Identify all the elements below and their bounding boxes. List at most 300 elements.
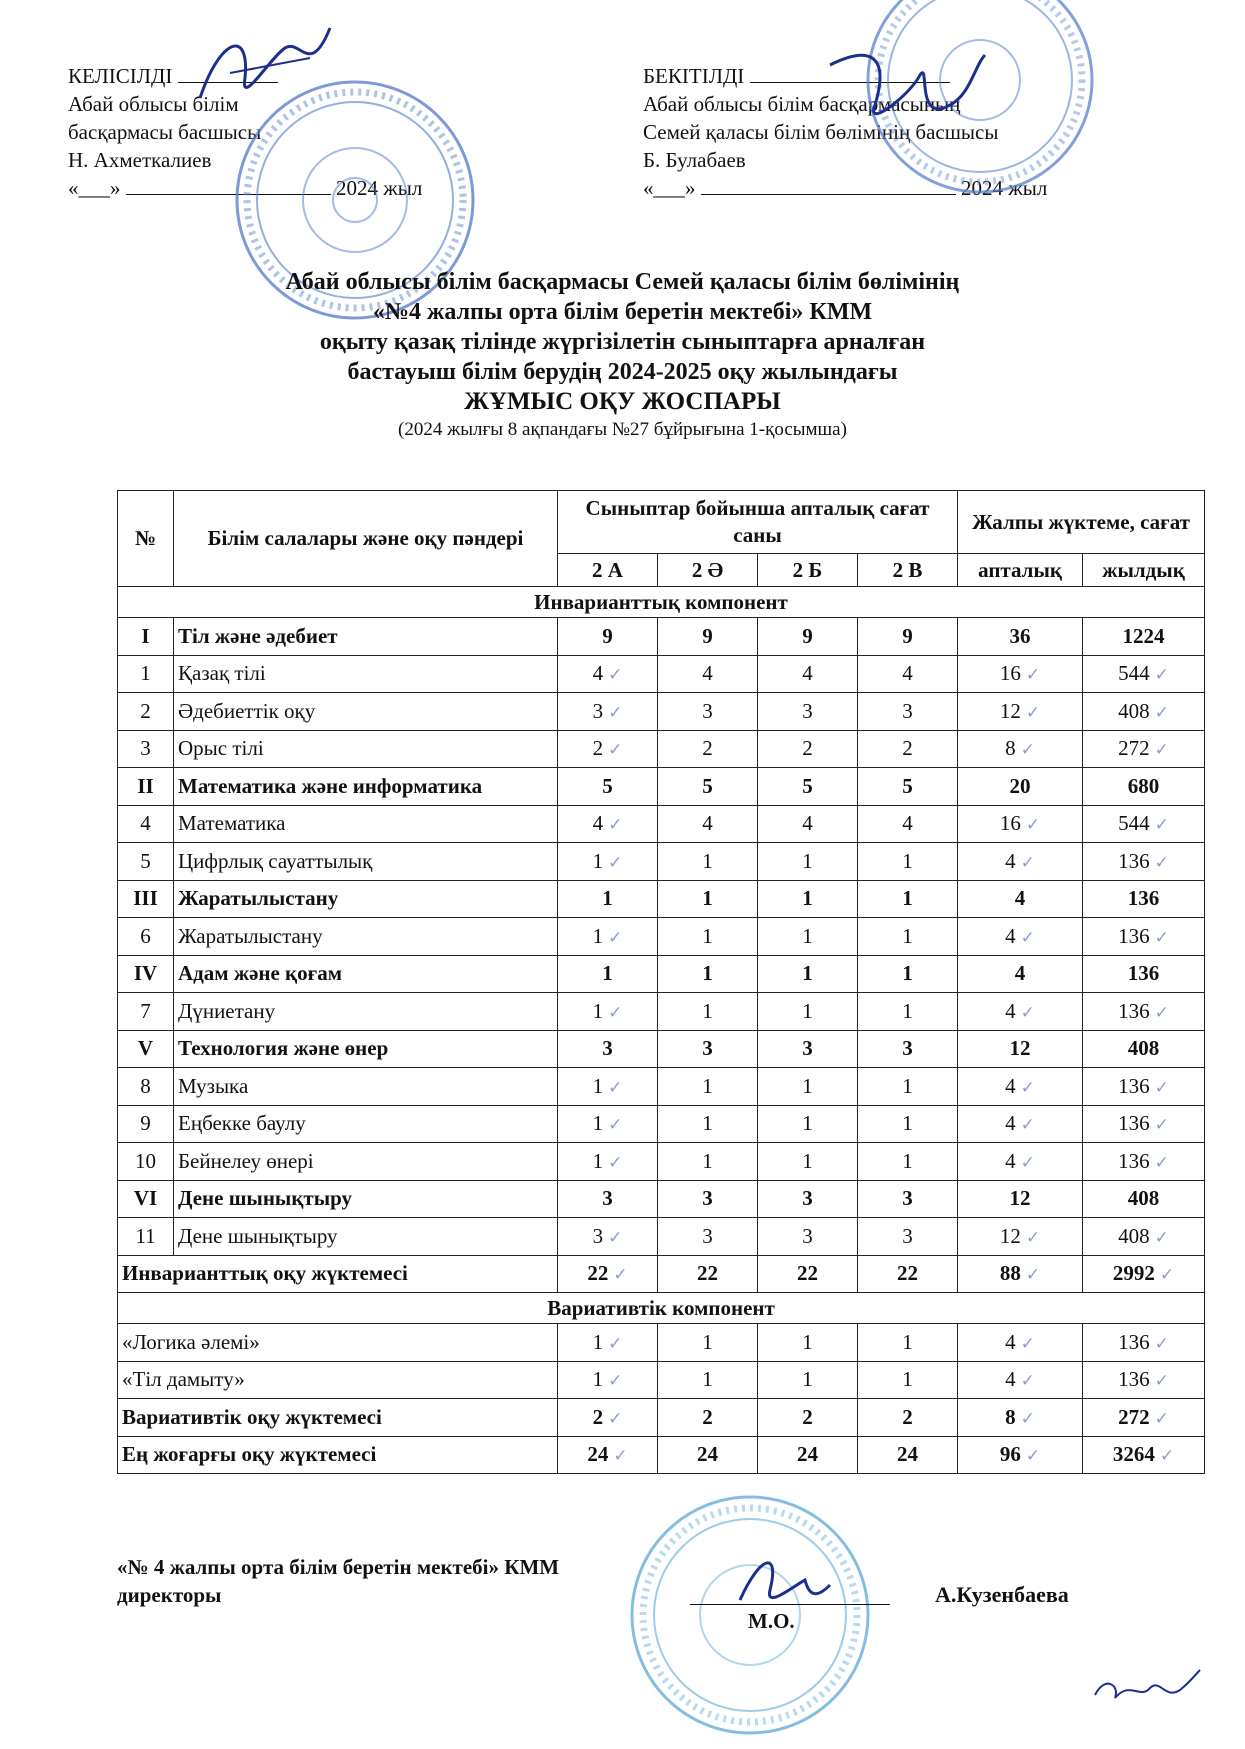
value-cell: [758, 1436, 858, 1474]
value-cell: [1083, 1324, 1205, 1362]
value-cell: [958, 1218, 1083, 1256]
total-row: [118, 1436, 1205, 1474]
value-cell: [858, 1324, 958, 1362]
value-text: 1: [802, 886, 813, 911]
value-text: 1: [902, 1367, 913, 1392]
value-cell: [558, 805, 658, 843]
row-subject: Жаратылыстану: [174, 880, 558, 918]
value-text: 1: [902, 1073, 913, 1098]
checkmark-icon: ✓: [1154, 1002, 1169, 1023]
title-subtitle: (2024 жылғы 8 ақпандағы №27 бұйрығына 1-қосымша): [398, 419, 847, 440]
approval-heading: КЕЛІСІЛДІ: [68, 64, 173, 88]
checkmark-icon: ✓: [1020, 927, 1035, 948]
checkmark-icon: ✓: [1025, 815, 1041, 836]
value-cell: [858, 768, 958, 806]
value-text: 3: [592, 1223, 604, 1248]
value-cell: [858, 1255, 958, 1293]
checkmark-icon: ✓: [608, 815, 623, 836]
approval-signer: Н. Ахметкалиев: [68, 148, 212, 172]
value-cell: [658, 693, 758, 731]
footer-role: директоры: [117, 1583, 222, 1607]
checkmark-icon: ✓: [1154, 665, 1169, 686]
total-label: Инварианттық оқу жүктемесі: [118, 1255, 558, 1293]
value-text: 136: [1118, 1111, 1150, 1136]
value-text: 3264: [1112, 1442, 1155, 1467]
value-text: 1: [802, 1148, 813, 1173]
value-cell: [758, 1218, 858, 1256]
value-text: 88: [999, 1261, 1021, 1286]
row-subject: Дүниетану: [174, 993, 558, 1031]
value-cell: [658, 1399, 758, 1437]
title-line: оқыту қазақ тілінде жүргізілетін сыныптарға арналған: [319, 329, 926, 355]
date-quote: «___»: [68, 176, 121, 200]
date-year: 2024 жыл: [961, 176, 1048, 200]
checkmark-icon: ✓: [1154, 1115, 1169, 1136]
value-text: 544: [1118, 661, 1150, 686]
value-cell: [658, 1324, 758, 1362]
row-subject: «Логика әлемі»: [118, 1324, 558, 1362]
table-row: [118, 1180, 1205, 1218]
value-text: 22: [897, 1261, 919, 1286]
value-cell: [558, 1324, 658, 1362]
value-cell: [558, 1143, 658, 1181]
row-number: II: [118, 768, 174, 806]
value-cell: [958, 1324, 1083, 1362]
value-text: 12: [999, 698, 1021, 723]
value-cell: [858, 843, 958, 881]
table-row: [118, 618, 1205, 656]
signature-right: [820, 35, 990, 135]
checkmark-icon: ✓: [1154, 1371, 1169, 1392]
value-cell: [658, 1143, 758, 1181]
table-row: [118, 730, 1205, 768]
value-text: 3: [902, 1186, 913, 1211]
value-cell: [758, 843, 858, 881]
checkmark-icon: ✓: [1154, 1227, 1169, 1248]
value-cell: [758, 955, 858, 993]
value-text: 3: [802, 1186, 813, 1211]
value-text: 4: [1005, 1367, 1016, 1392]
value-cell: [758, 880, 858, 918]
value-text: 3: [802, 1036, 813, 1061]
value-cell: [958, 1180, 1083, 1218]
table-row: [118, 1105, 1205, 1143]
value-text: 1: [802, 923, 813, 948]
header-weekly-by-class: Сыныптар бойынша апталық сағат саны: [558, 491, 958, 554]
value-text: 1: [592, 998, 604, 1023]
value-cell: [858, 1399, 958, 1437]
value-cell: [858, 918, 958, 956]
value-cell: [558, 1030, 658, 1068]
value-cell: [758, 1030, 858, 1068]
checkmark-icon: ✓: [608, 1227, 623, 1248]
checkmark-icon: ✓: [1154, 1077, 1169, 1098]
checkmark-icon: ✓: [1020, 1408, 1035, 1429]
value-cell: [858, 880, 958, 918]
value-text: 408: [1118, 1223, 1150, 1248]
table-row: [118, 693, 1205, 731]
value-text: 136: [1118, 1367, 1150, 1392]
table-row: [118, 843, 1205, 881]
table-row: [118, 918, 1205, 956]
row-subject: Қазақ тілі: [174, 655, 558, 693]
value-text: 136: [1118, 1148, 1150, 1173]
checkmark-icon: ✓: [1020, 740, 1035, 761]
value-cell: [958, 730, 1083, 768]
header-class: 2 Ә: [658, 554, 758, 587]
value-text: 1: [902, 886, 913, 911]
header-class: 2 В: [858, 554, 958, 587]
checkmark-icon: ✓: [608, 1077, 623, 1098]
signature-left: [190, 18, 340, 113]
value-text: 1: [702, 1329, 713, 1354]
row-subject: Тіл және әдебиет: [174, 618, 558, 656]
value-cell: [858, 730, 958, 768]
value-cell: [558, 880, 658, 918]
value-cell: [658, 955, 758, 993]
row-subject: Бейнелеу өнері: [174, 1143, 558, 1181]
approval-line: басқармасы басшысы: [68, 120, 262, 144]
value-text: 9: [702, 623, 713, 648]
value-text: 1: [702, 1367, 713, 1392]
value-text: 408: [1118, 698, 1150, 723]
checkmark-icon: ✓: [1025, 702, 1041, 723]
value-text: 5: [702, 773, 713, 798]
header-yearly: жылдық: [1083, 554, 1205, 587]
value-cell: [658, 1255, 758, 1293]
value-text: 22: [697, 1261, 718, 1286]
checkmark-icon: ✓: [1020, 852, 1035, 873]
row-subject: Математика және информатика: [174, 768, 558, 806]
value-text: 2: [702, 1404, 713, 1429]
approval-line: Абай облысы білім басқармасының: [643, 92, 961, 116]
value-text: 4: [902, 661, 913, 686]
table-row: [118, 1293, 1205, 1324]
value-cell: [658, 880, 758, 918]
value-text: 136: [1118, 1073, 1150, 1098]
table-row: [118, 1218, 1205, 1256]
value-cell: [658, 918, 758, 956]
row-subject: Еңбекке баулу: [174, 1105, 558, 1143]
value-cell: [658, 1068, 758, 1106]
row-number: 7: [118, 993, 174, 1031]
value-text: 3: [702, 1223, 713, 1248]
checkmark-icon: ✓: [608, 927, 623, 948]
value-cell: [758, 1180, 858, 1218]
value-text: 3: [902, 1223, 913, 1248]
value-cell: [858, 1030, 958, 1068]
value-cell: [958, 993, 1083, 1031]
value-text: 1: [902, 923, 913, 948]
value-text: 4: [1005, 923, 1016, 948]
value-text: 36: [1009, 623, 1031, 648]
value-cell: [1083, 1218, 1205, 1256]
value-text: 136: [1118, 848, 1150, 873]
value-text: 4: [1005, 998, 1016, 1023]
value-text: 3: [602, 1186, 613, 1211]
value-text: 408: [1127, 1186, 1160, 1211]
value-text: 3: [802, 1223, 813, 1248]
value-cell: [558, 993, 658, 1031]
value-cell: [858, 1218, 958, 1256]
table-row: [118, 993, 1205, 1031]
value-cell: [658, 993, 758, 1031]
value-cell: [658, 1218, 758, 1256]
value-text: 1: [592, 848, 604, 873]
value-text: 2: [702, 736, 713, 761]
value-text: 1224: [1122, 623, 1165, 648]
row-number: 11: [118, 1218, 174, 1256]
row-number: 1: [118, 655, 174, 693]
row-subject: Әдебиеттік оқу: [174, 693, 558, 731]
value-cell: [758, 993, 858, 1031]
value-text: 4: [802, 661, 813, 686]
value-text: 5: [602, 773, 613, 798]
value-text: 16: [999, 811, 1021, 836]
row-number: 2: [118, 693, 174, 731]
value-text: 4: [1005, 1073, 1016, 1098]
value-cell: [958, 655, 1083, 693]
value-text: 2: [802, 736, 813, 761]
row-subject: Дене шынықтыру: [174, 1218, 558, 1256]
row-number: 8: [118, 1068, 174, 1106]
value-text: 136: [1118, 923, 1150, 948]
value-cell: [1083, 1436, 1205, 1474]
value-text: 1: [702, 998, 713, 1023]
value-cell: [758, 1399, 858, 1437]
value-cell: [858, 1436, 958, 1474]
value-cell: [858, 618, 958, 656]
value-cell: [558, 1255, 658, 1293]
table-row: [118, 1068, 1205, 1106]
value-cell: [658, 1105, 758, 1143]
checkmark-icon: ✓: [1020, 1002, 1035, 1023]
table-row: [118, 1143, 1205, 1181]
value-cell: [1083, 730, 1205, 768]
value-text: 136: [1118, 998, 1150, 1023]
value-text: 24: [897, 1442, 919, 1467]
approval-heading: БЕКІТІЛДІ: [643, 64, 745, 88]
value-text: 24: [797, 1442, 818, 1467]
value-text: 1: [902, 1111, 913, 1136]
row-subject: Технология және өнер: [174, 1030, 558, 1068]
row-number: 10: [118, 1143, 174, 1181]
value-text: 5: [902, 773, 913, 798]
value-cell: [558, 1180, 658, 1218]
value-cell: [758, 1361, 858, 1399]
value-cell: [958, 843, 1083, 881]
table-row: [118, 655, 1205, 693]
value-cell: [858, 1143, 958, 1181]
value-text: 4: [1014, 886, 1026, 911]
value-cell: [858, 1105, 958, 1143]
value-cell: [958, 1068, 1083, 1106]
header-total-load: Жалпы жүктеме, сағат: [958, 491, 1205, 554]
initials-mark: [1085, 1660, 1205, 1710]
value-text: 1: [802, 848, 813, 873]
value-cell: [558, 1436, 658, 1474]
header-class: 2 А: [558, 554, 658, 587]
value-text: 1: [592, 1111, 604, 1136]
value-text: 4: [902, 811, 913, 836]
value-cell: [758, 1068, 858, 1106]
checkmark-icon: ✓: [1020, 1115, 1035, 1136]
value-cell: [658, 843, 758, 881]
value-text: 4: [592, 811, 604, 836]
value-cell: [558, 693, 658, 731]
value-text: 2: [592, 736, 604, 761]
value-text: 1: [592, 1073, 604, 1098]
value-text: 1: [592, 1367, 604, 1392]
value-text: 3: [702, 1036, 713, 1061]
table-row: [118, 805, 1205, 843]
seal-place-label: М.О.: [748, 1609, 795, 1633]
date-quote: «___»: [643, 176, 696, 200]
value-cell: [1083, 1030, 1205, 1068]
value-cell: [1083, 1180, 1205, 1218]
table-row: [118, 768, 1205, 806]
value-text: 12: [1009, 1036, 1031, 1061]
value-cell: [758, 655, 858, 693]
curriculum-table: [117, 490, 1205, 1474]
checkmark-icon: ✓: [1154, 1152, 1169, 1173]
value-cell: [858, 805, 958, 843]
checkmark-icon: ✓: [1154, 815, 1169, 836]
value-cell: [758, 768, 858, 806]
value-text: 544: [1118, 811, 1150, 836]
value-text: 2: [902, 1404, 913, 1429]
value-text: 1: [702, 961, 713, 986]
value-text: 9: [802, 623, 813, 648]
row-number: III: [118, 880, 174, 918]
table-row: [118, 1030, 1205, 1068]
value-cell: [958, 768, 1083, 806]
value-cell: [958, 1255, 1083, 1293]
value-cell: [558, 730, 658, 768]
value-text: 408: [1127, 1036, 1160, 1061]
value-text: 1: [592, 1329, 604, 1354]
row-number: IV: [118, 955, 174, 993]
checkmark-icon: ✓: [608, 1152, 623, 1173]
value-text: 1: [702, 1111, 713, 1136]
value-text: 1: [702, 848, 713, 873]
value-cell: [758, 1143, 858, 1181]
value-cell: [1083, 955, 1205, 993]
value-text: 136: [1127, 961, 1160, 986]
value-cell: [958, 918, 1083, 956]
row-number: 3: [118, 730, 174, 768]
value-cell: [958, 1399, 1083, 1437]
value-text: 1: [902, 1329, 913, 1354]
row-subject: Музыка: [174, 1068, 558, 1106]
value-text: 1: [592, 1148, 604, 1173]
value-text: 20: [1009, 773, 1031, 798]
section-invariant: Инварианттық компонент: [118, 587, 1205, 618]
value-cell: [558, 1361, 658, 1399]
value-text: 2: [902, 736, 913, 761]
value-cell: [958, 1030, 1083, 1068]
value-text: 1: [802, 998, 813, 1023]
title-line: «№4 жалпы орта білім беретін мектебі» КММ: [372, 299, 873, 325]
value-cell: [558, 1218, 658, 1256]
checkmark-icon: ✓: [608, 702, 623, 723]
value-text: 136: [1118, 1329, 1150, 1354]
value-cell: [758, 805, 858, 843]
value-cell: [858, 655, 958, 693]
table-row: [118, 1324, 1205, 1362]
value-cell: [958, 618, 1083, 656]
row-number: 6: [118, 918, 174, 956]
value-text: 1: [602, 961, 613, 986]
checkmark-icon: ✓: [1154, 1408, 1169, 1429]
value-cell: [658, 768, 758, 806]
value-text: 4: [802, 811, 813, 836]
checkmark-icon: ✓: [608, 1115, 623, 1136]
checkmark-icon: ✓: [608, 740, 623, 761]
document-title: [0, 267, 1245, 443]
row-number: VI: [118, 1180, 174, 1218]
value-cell: [658, 618, 758, 656]
value-text: 680: [1127, 773, 1160, 798]
row-subject: Орыс тілі: [174, 730, 558, 768]
value-text: 1: [702, 1073, 713, 1098]
checkmark-icon: ✓: [608, 1371, 623, 1392]
value-text: 8: [1005, 736, 1016, 761]
value-text: 2: [802, 1404, 813, 1429]
checkmark-icon: ✓: [1020, 1371, 1035, 1392]
title-line: Абай облысы білім басқармасы Семей қаласы білім бөлімінің: [285, 269, 960, 295]
value-text: 4: [702, 661, 713, 686]
value-cell: [1083, 693, 1205, 731]
checkmark-icon: ✓: [1154, 852, 1169, 873]
value-text: 4: [1005, 1148, 1016, 1173]
approval-line: Семей қаласы білім бөлімінің басшысы: [643, 120, 999, 144]
value-cell: [958, 805, 1083, 843]
value-text: 3: [702, 1186, 713, 1211]
row-number: 5: [118, 843, 174, 881]
value-cell: [958, 1105, 1083, 1143]
checkmark-icon: ✓: [1025, 1227, 1041, 1248]
value-cell: [858, 1180, 958, 1218]
value-cell: [958, 693, 1083, 731]
value-text: 4: [1005, 848, 1016, 873]
value-text: 136: [1127, 886, 1160, 911]
header-subject: Білім салалары және оқу пәндері: [174, 491, 558, 587]
value-text: 1: [902, 1148, 913, 1173]
value-cell: [1083, 655, 1205, 693]
checkmark-icon: ✓: [1020, 1152, 1035, 1173]
value-cell: [558, 1068, 658, 1106]
value-text: 5: [802, 773, 813, 798]
value-cell: [658, 1180, 758, 1218]
value-text: 3: [702, 698, 713, 723]
checkmark-icon: ✓: [1154, 927, 1169, 948]
value-text: 1: [802, 1367, 813, 1392]
checkmark-icon: ✓: [608, 1002, 623, 1023]
value-text: 3: [902, 698, 913, 723]
row-subject: Математика: [174, 805, 558, 843]
header-weekly: апталық: [958, 554, 1083, 587]
value-text: 2992: [1112, 1261, 1155, 1286]
checkmark-icon: ✓: [1159, 1446, 1175, 1467]
value-cell: [558, 918, 658, 956]
section-variative: Вариативтік компонент: [118, 1293, 1205, 1324]
value-text: 1: [802, 1111, 813, 1136]
checkmark-icon: ✓: [608, 852, 623, 873]
value-text: 1: [702, 1148, 713, 1173]
value-cell: [1083, 805, 1205, 843]
value-cell: [958, 880, 1083, 918]
